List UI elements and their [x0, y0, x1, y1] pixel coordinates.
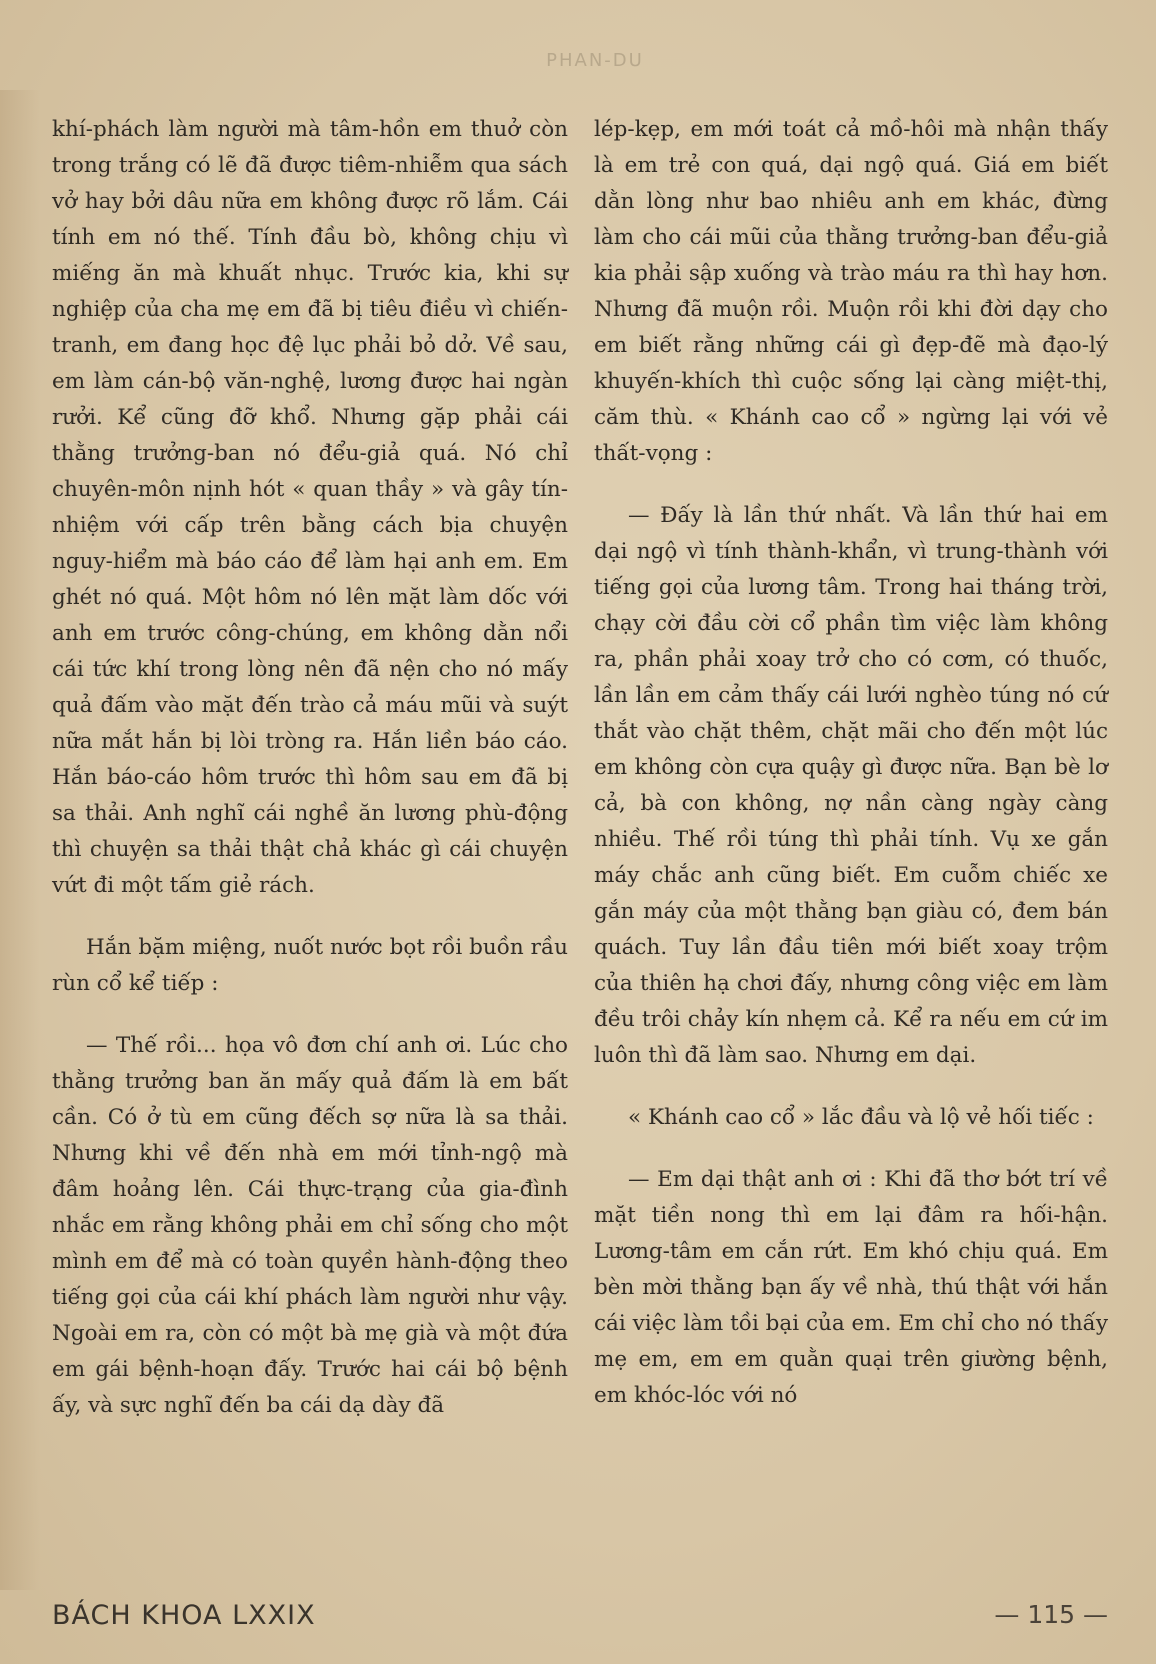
- paragraph: — Em dại thật anh ơi : Khi đã thơ bớt trí về mặt tiền nong thì em lại đâm ra hối-hận. Lương-tâm em cắn rứt. Em khó chịu quá. Em bèn mời thằng bạn ấy về nhà, thú thật với hắn cái việc làm tồi bại của em. Em chỉ cho nó thấy mẹ em, em em quằn quại trên giường bệnh, em khóc-lóc với nó: [594, 1167, 1108, 1408]
- paragraph: — Đấy là lần thứ nhất. Và lần thứ hai em dại ngộ vì tính thành-khẩn, vì trung-thành với tiếng gọi của lương tâm. Trong hai tháng trời, chạy cời đầu cời cổ phần tìm việc làm không ra, phần phải xoay trở cho có cơm, có thuốc, lần lần em cảm thấy cái lưới nghèo túng nó cứ thắt vào chặt thêm, chặt mãi cho đến một lúc em không còn cựa quậy gì được nữa. Bạn bè lơ cả, bà con không, nợ nần càng ngày càng nhiều. Thế rồi túng thì phải tính. Vụ xe gắn máy chắc anh cũng biết. Em cuỗm chiếc xe gắn máy của một thằng bạn giàu có, đem bán quách. Tuy lần đầu tiên mới biết xoay trộm của thiên hạ chơi đấy, nhưng công việc em làm đều trôi chảy kín nhẹm cả. Kể ra nếu em cứ im luôn thì đã làm sao. Nhưng em dại.: [594, 503, 1108, 1068]
- right-column: [594, 112, 1108, 1440]
- page-number: — 115 —: [994, 1600, 1108, 1629]
- paragraph: « Khánh cao cổ » lắc đầu và lộ vẻ hối tiếc :: [628, 1105, 1094, 1130]
- running-head: PHAN-DU: [546, 50, 644, 71]
- paragraph: khí-phách làm người mà tâm-hồn em thuở còn trong trắng có lẽ đã được tiêm-nhiễm qua sách vở hay bởi dâu nữa em không được rõ lắm. Cái tính em nó thế. Tính đầu bò, không chịu vì miếng ăn mà khuất nhục. Trước kia, khi sự nghiệp của cha mẹ em đã bị tiêu điều vì chiến-tranh, em đang học đệ lục phải bỏ dở. Về sau, em làm cán-bộ văn-nghệ, lương được hai ngàn rưởi. Kể cũng đỡ khổ. Nhưng gặp phải cái thằng trưởng-ban nó đểu-giả quá. Nó chỉ chuyên-môn nịnh hót « quan thầy » và gây tín-nhiệm với cấp trên bằng cách bịa chuyện nguy-hiểm mà báo cáo để làm hại anh em. Em ghét nó quá. Một hôm nó lên mặt làm dốc với anh em trước công-chúng, em không dằn nổi cái tức khí trong lòng nên đã nện cho nó mấy quả đấm vào mặt đến trào cả máu mũi và suýt nữa mắt hắn bị lòi tròng ra. Hắn liền báo cáo. Hắn báo-cáo hôm trước thì hôm sau em đã bị sa thải. Anh nghĩ cái nghề ăn lương phù-động thì chuyện sa thải thật chả khác gì cái chuyện vứt đi một tấm giẻ rách.: [52, 117, 568, 898]
- paragraph: — Thế rồi... họa vô đơn chí anh ơi. Lúc cho thằng trưởng ban ăn mấy quả đấm là em bất cần. Có ở tù em cũng đếch sợ nữa là sa thải. Nhưng khi về đến nhà em mới tỉnh-ngộ mà đâm hoảng lên. Cái thực-trạng của gia-đình nhắc em rằng không phải em chỉ sống cho một mình em để mà có toàn quyền hành-động theo tiếng gọi của cái khí phách làm người như vậy. Ngoài em ra, còn có một bà mẹ già và một đứa em gái bệnh-hoạn đấy. Trước hai cái bộ bệnh ấy, và sực nghĩ đến ba cái dạ dày đã: [52, 1033, 568, 1418]
- paragraph: Hắn bặm miệng, nuốt nước bọt rồi buồn rầu rùn cổ kể tiếp :: [52, 935, 568, 996]
- left-column: [52, 112, 568, 1450]
- magazine-title: BÁCH KHOA LXXIX: [52, 1600, 316, 1631]
- page-edge-stain: [0, 90, 40, 1590]
- paragraph: lép-kẹp, em mới toát cả mồ-hôi mà nhận thấy là em trẻ con quá, dại ngộ quá. Giá em biết dằn lòng như bao nhiêu anh em khác, đừng làm cho cái mũi của thằng trưởng-ban đểu-giả kia phải sập xuống và trào máu ra thì hay hơn. Nhưng đã muộn rồi. Muộn rồi khi đời dạy cho em biết rằng những cái gì đẹp-đẽ mà đạo-lý khuyến-khích thì cuộc sống lại càng miệt-thị, căm thù. « Khánh cao cổ » ngừng lại với vẻ thất-vọng :: [594, 117, 1108, 466]
